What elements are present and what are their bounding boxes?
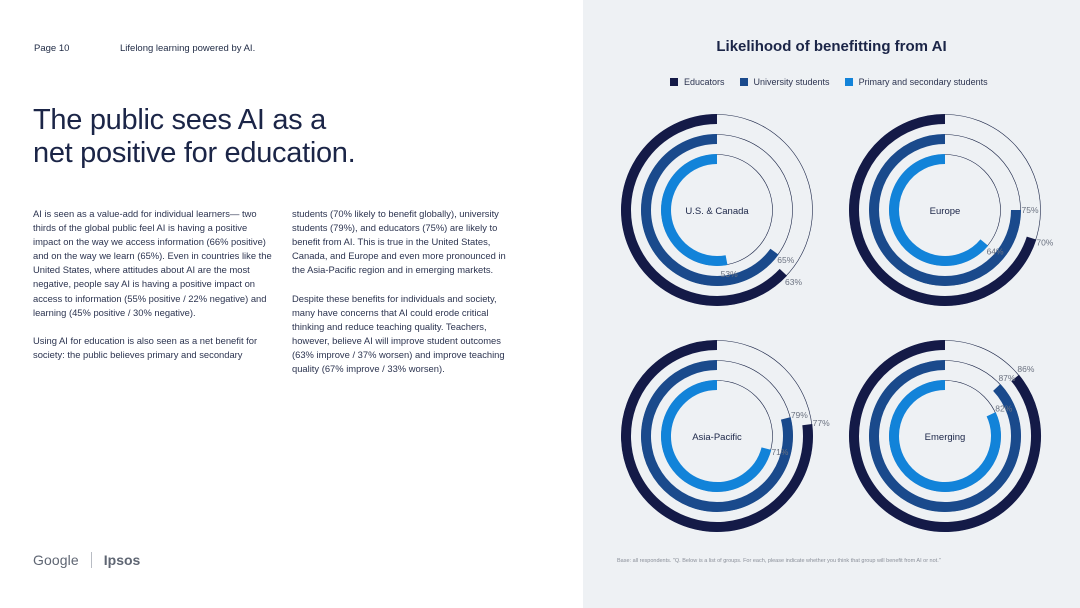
data-label: 70% [1036,237,1054,248]
chart-title: Likelihood of benefitting from AI [716,38,947,55]
data-label: 86% [1017,364,1035,375]
group-label: Emerging [924,432,966,443]
footer-logos [33,552,140,568]
data-label: 77% [812,417,830,428]
group-label: Asia-Pacific [692,432,742,443]
page-number: Page 10 [34,43,70,54]
chart-group [850,341,1041,532]
group-label: Europe [929,206,961,217]
data-label: 71% [771,447,789,458]
group-label: U.S. & Canada [685,206,749,217]
body-paragraph: students (70% likely to benefit globally), university students (79%), and educators (75%) are likely to benefit from AI. This is true in the United States, Canada, and Europe and even more pronounced in the Asia-Pacific region and in emerging markets. [292,208,506,276]
ipsos-logo: Ipsos [103,552,141,568]
running-title: Lifelong learning powered by AI. [120,43,256,54]
legend-label: Primary and secondary students [858,77,988,87]
data-label: 82% [995,403,1013,414]
chart-group [622,115,813,306]
data-label: 65% [777,254,795,265]
radial-bar-chart [583,0,1080,608]
body-column-1 [33,207,273,376]
body-column-2 [292,207,520,390]
data-label: 79% [790,409,808,420]
page-title-line-1: The public sees AI as a [33,104,326,136]
data-label: 64% [986,246,1004,257]
page-title-line-2: net positive for education. [33,137,356,169]
data-label: 63% [785,276,803,287]
body-paragraph: AI is seen as a value-add for individual learners— two thirds of the global public feel AI is having a positive impact on the way we access information (66% positive) and on the way we learn (65%). Even in countries like the United States, where attitudes about AI are the most negative, people say AI is having a positive impact on access to information (55% positive / 22% negative) and learning (45% positive / 30% negative). [33,208,272,318]
logo-divider [91,552,92,568]
chart-group [622,341,831,532]
body-paragraph: Using AI for education is also seen as a net benefit for society: the public believes primary and secondary [33,334,258,360]
google-logo: Google [33,552,79,568]
legend-label: University students [753,77,830,87]
legend-label: Educators [684,77,725,87]
data-label: 87% [998,372,1016,383]
page-title [33,104,433,170]
chart-footnote: Base: all respondents. "Q. Below is a list of groups. For each, please indicate whether you think that group will benefit from AI or not." [617,558,941,564]
data-label: 75% [1021,205,1039,215]
body-paragraph: Despite these benefits for individuals and society, many have concerns that AI could erode critical thinking and reduce teaching quality. Teachers, however, believe AI will improve student outcomes (63% improve / 37% worsen) and improve teaching quality (67% improve / 33% worsen). [292,292,505,375]
chart-group [850,115,1054,306]
data-label: 53% [720,268,738,279]
